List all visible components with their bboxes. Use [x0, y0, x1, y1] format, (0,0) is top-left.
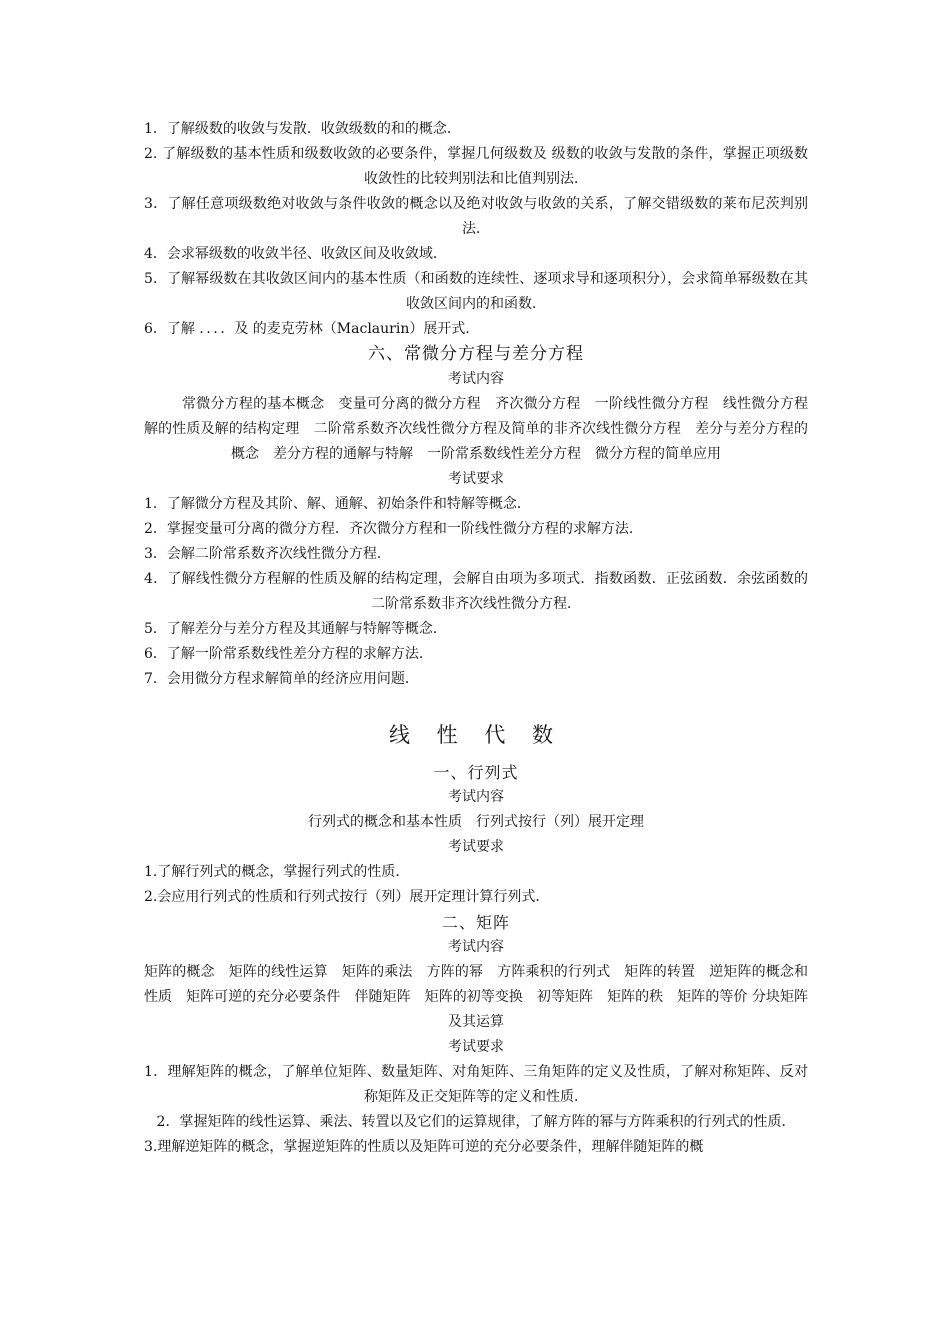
series-requirements	[144, 117, 808, 342]
list-item: 3．了解任意项级数绝对收敛与条件收敛的概念以及绝对收敛与收敛的关系，了解交错级数的莱布尼茨判别法．	[144, 196, 808, 237]
list-item: 2.会应用行列式的性质和行列式按行（列）展开定理计算行列式．	[144, 889, 550, 905]
list-item: 7．会用微分方程求解简单的经济应用问题．	[144, 671, 419, 687]
list-item: 1．理解矩阵的概念，了解单位矩阵、数量矩阵、对角矩阵、三角矩阵的定义及性质，了解对称矩阵、反对称矩阵及正交矩阵等的定义和性质．	[144, 1064, 808, 1105]
list-item: 4．了解线性微分方程解的性质及解的结构定理，会解自由项为多项式．指数函数．正弦函数．余弦函数的二阶常系数非齐次线性微分方程．	[144, 571, 808, 612]
list-item: 6．了解 ．．．．及 的麦克劳林（Maclaurin）展开式．	[144, 321, 480, 337]
part-title: 线 性 代 数	[388, 723, 564, 747]
requirements-heading: 考试要求	[448, 1039, 504, 1055]
list-item: 2．掌握矩阵的线性运算、乘法、转置以及它们的运算规律，了解方阵的幂与方阵乘积的行列式的性质．	[156, 1114, 796, 1130]
content-text: 矩阵的概念 矩阵的线性运算 矩阵的乘法 方阵的幂 方阵乘积的行列式 矩阵的转置 逆矩阵的概念和性质 矩阵可逆的充分必要条件 伴随矩阵 矩阵的初等变换 初等矩阵 矩阵的秩 矩阵的等价 分块矩阵及其运算	[144, 964, 808, 1030]
list-item: 4．会求幂级数的收敛半径、收敛区间及收敛域．	[144, 246, 447, 262]
section-title: 一、行列式	[433, 763, 519, 782]
list-item: 6．了解一阶常系数线性差分方程的求解方法．	[144, 646, 433, 662]
list-item: 5．了解幂级数在其收敛区间内的基本性质（和函数的连续性、逐项求导和逐项积分），会求简单幂级数在其收敛区间内的和函数．	[144, 271, 808, 312]
list-item: 5．了解差分与差分方程及其通解与特解等概念．	[144, 621, 447, 637]
list-item: 1．了解级数的收敛与发散．收敛级数的和的概念．	[144, 121, 461, 137]
section-title: 二、矩阵	[441, 913, 510, 932]
list-item: 3.理解逆矩阵的概念，掌握逆矩阵的性质以及矩阵可逆的充分必要条件，理解伴随矩阵的概	[144, 1139, 704, 1155]
content-text: 行列式的概念和基本性质 行列式按行（列）展开定理	[308, 814, 644, 830]
content-text: 常微分方程的基本概念 变量可分离的微分方程 齐次微分方程 一阶线性微分方程 线性微分方程解的性质及解的结构定理 二阶常系数齐次线性微分方程及简单的非齐次线性微分方程 差分与差分方程的概念 差分方程的通解与特解 一阶常系数线性差分方程 微分方程的简单应用	[144, 396, 808, 462]
list-item: 2．掌握变量可分离的微分方程．齐次微分方程和一阶线性微分方程的求解方法．	[144, 521, 643, 537]
section-title: 六、常微分方程与差分方程	[368, 344, 584, 364]
matrix-section	[144, 910, 808, 1160]
requirements-heading: 考试要求	[448, 471, 504, 487]
content-heading: 考试内容	[448, 939, 504, 955]
list-item: 1.了解行列式的概念，掌握行列式的性质．	[144, 864, 410, 880]
list-item: 1．了解微分方程及其阶、解、通解、初始条件和特解等概念．	[144, 496, 531, 512]
requirements-heading: 考试要求	[448, 839, 504, 855]
document-page	[144, 117, 808, 1160]
determinant-section	[144, 760, 808, 910]
list-item: 3．会解二阶常系数齐次线性微分方程．	[144, 546, 391, 562]
list-item: 2. 了解级数的基本性质和级数收敛的必要条件，掌握几何级数及 级数的收敛与发散的条件，掌握正项级数收敛性的比较判别法和比值判别法．	[144, 146, 808, 187]
content-heading: 考试内容	[448, 371, 504, 387]
content-heading: 考试内容	[448, 789, 504, 805]
ode-section	[144, 342, 808, 692]
